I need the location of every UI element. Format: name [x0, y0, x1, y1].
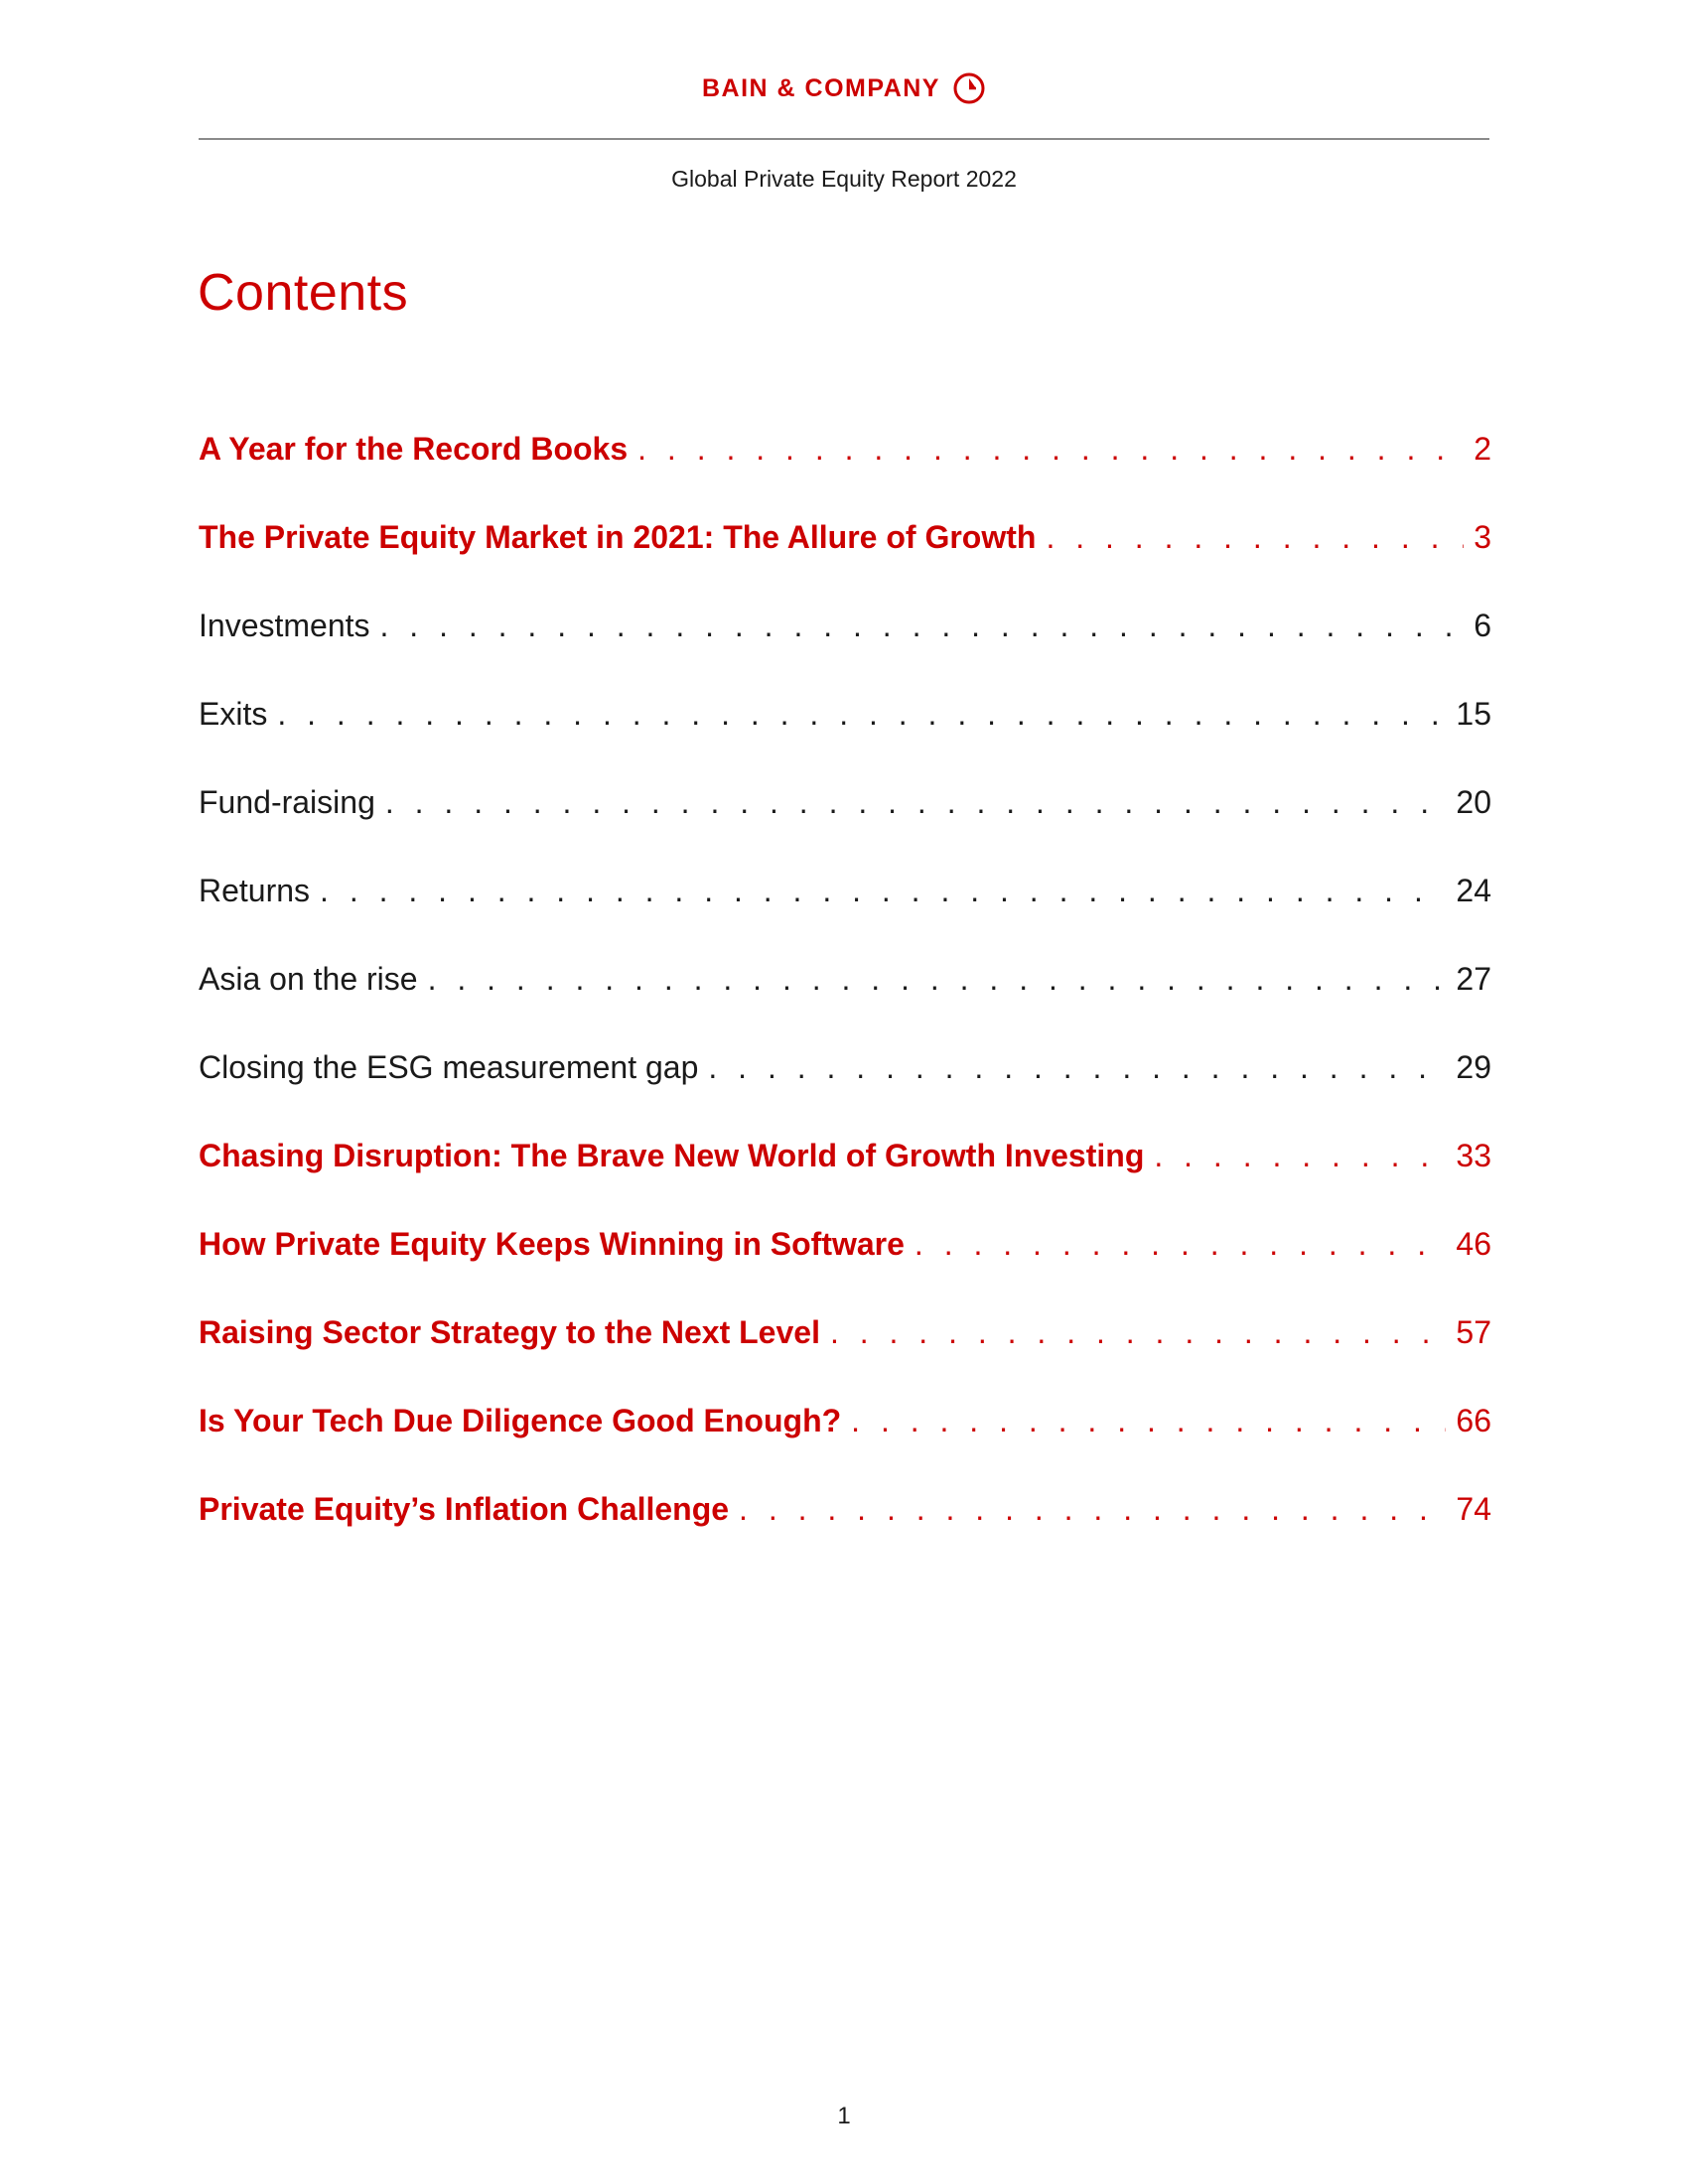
- toc-entry-page: 24: [1456, 873, 1491, 908]
- toc-entry-page: 20: [1456, 784, 1491, 820]
- dot-leader: [851, 1394, 1446, 1447]
- dot-leader: [428, 952, 1447, 1006]
- toc-entry-page: 27: [1456, 961, 1491, 997]
- toc-entry-title: Chasing Disruption: The Brave New World of Growth Investing: [199, 1138, 1145, 1173]
- dot-leader: [830, 1305, 1446, 1359]
- dot-leader: [708, 1040, 1446, 1094]
- toc-entry[interactable]: [199, 1305, 1491, 1394]
- toc-entry[interactable]: [199, 1217, 1491, 1305]
- header-divider: [199, 138, 1489, 140]
- toc-entry-page: 46: [1456, 1226, 1491, 1262]
- toc-entry-page: 66: [1456, 1403, 1491, 1438]
- dot-leader: [320, 864, 1446, 917]
- toc-entry-page: 15: [1456, 696, 1491, 732]
- toc-entry[interactable]: [199, 775, 1491, 864]
- dot-leader: [914, 1217, 1446, 1271]
- brand-logo: [0, 71, 1688, 105]
- toc-entry-title: How Private Equity Keeps Winning in Software: [199, 1226, 905, 1262]
- toc-entry-title: Investments: [199, 608, 370, 643]
- toc-entry-title: Returns: [199, 873, 311, 908]
- dot-leader: [1046, 510, 1464, 564]
- toc-entry-page: 33: [1456, 1138, 1491, 1173]
- report-title: Global Private Equity Report 2022: [671, 166, 1017, 192]
- toc-entry-title: Exits: [199, 696, 268, 732]
- toc-entry[interactable]: [199, 422, 1491, 510]
- toc-entry[interactable]: [199, 1129, 1491, 1217]
- toc-entry-title: A Year for the Record Books: [199, 431, 629, 467]
- dot-leader: [637, 422, 1464, 476]
- toc-entry-title: Raising Sector Strategy to the Next Level: [199, 1314, 820, 1350]
- toc-entry[interactable]: [199, 864, 1491, 952]
- contents-heading: Contents: [198, 264, 409, 322]
- toc-entry-title: Closing the ESG measurement gap: [199, 1049, 699, 1085]
- dot-leader: [380, 599, 1465, 652]
- toc-entry-page: 3: [1474, 519, 1491, 555]
- dot-leader: [739, 1482, 1446, 1536]
- dot-leader: [277, 687, 1446, 741]
- page-number: 1: [837, 2103, 851, 2129]
- dot-leader: [1154, 1129, 1446, 1182]
- toc-entry-page: 6: [1474, 608, 1491, 643]
- bain-circle-logo-icon: [952, 71, 986, 105]
- toc-entry-title: Is Your Tech Due Diligence Good Enough?: [199, 1403, 842, 1438]
- dot-leader: [385, 775, 1447, 829]
- toc-entry[interactable]: [199, 599, 1491, 687]
- toc-entry[interactable]: [199, 1040, 1491, 1129]
- toc-entry-title: Private Equity’s Inflation Challenge: [199, 1491, 730, 1527]
- toc-entry-title: Asia on the rise: [199, 961, 418, 997]
- toc-entry-page: 2: [1474, 431, 1491, 467]
- toc-entry[interactable]: [199, 687, 1491, 775]
- toc-entry[interactable]: [199, 510, 1491, 599]
- toc-entry-page: 74: [1456, 1491, 1491, 1527]
- toc-entry-page: 57: [1456, 1314, 1491, 1350]
- toc-entry[interactable]: [199, 1482, 1491, 1570]
- toc-entry-page: 29: [1456, 1049, 1491, 1085]
- table-of-contents: [199, 422, 1491, 1570]
- toc-entry-title: The Private Equity Market in 2021: The Allure of Growth: [199, 519, 1037, 555]
- toc-entry[interactable]: [199, 952, 1491, 1040]
- toc-entry[interactable]: [199, 1394, 1491, 1482]
- brand-name: BAIN & COMPANY: [702, 73, 940, 102]
- toc-entry-title: Fund-raising: [199, 784, 375, 820]
